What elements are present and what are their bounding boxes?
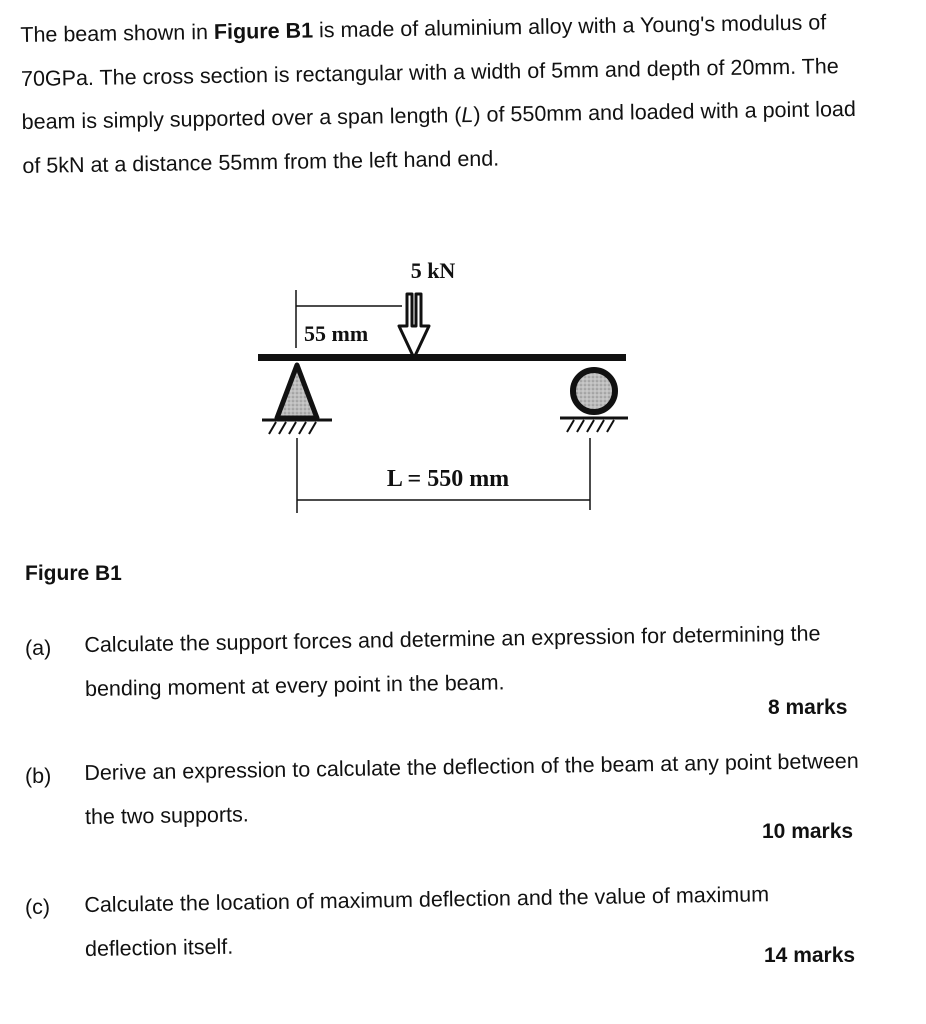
question-a-marks: 8 marks — [768, 696, 848, 719]
problem-statement — [20, 1, 863, 188]
pin-support-icon — [262, 365, 332, 434]
question-c-text: Calculate the location of maximum deflection and the value of maximum deflection itself. — [84, 882, 770, 961]
beam-figure — [240, 248, 660, 528]
figure-reference: Figure B1 — [213, 18, 314, 44]
intro-text-3: ) of 550mm and loaded with a point load of 5kN at a distance 55mm from the left hand end. — [22, 96, 857, 178]
question-b-marks: 10 marks — [762, 820, 854, 843]
span-label: L = 550 mm — [386, 466, 510, 492]
span-symbol: L — [461, 102, 474, 128]
offset-label: 55 mm — [304, 321, 369, 346]
question-a-text: Calculate the support forces and determine an expression for determining the bending moment at every point in the beam. — [84, 621, 821, 701]
beam — [258, 354, 626, 361]
question-b-label: (b) — [25, 764, 52, 788]
question-c-label: (c) — [25, 895, 51, 919]
load-label: 5 kN — [410, 258, 456, 283]
question-c-marks: 14 marks — [764, 944, 856, 967]
question-b-text: Derive an expression to calculate the deflection of the beam at any point between the two supports. — [84, 748, 859, 829]
intro-text-1: The beam shown in — [20, 19, 215, 47]
load-arrow-icon — [399, 294, 429, 358]
question-a-label: (a) — [25, 636, 52, 660]
roller-support-icon — [560, 370, 628, 432]
figure-caption: Figure B1 — [25, 562, 122, 585]
beam-diagram — [240, 248, 660, 528]
intro-text-2: is made of aluminium alloy with a Young's modulus of 70GPa. The cross section is rectangular with a width of 5mm and depth of 20mm. The beam is simply supported over a span length ( — [20, 10, 839, 134]
